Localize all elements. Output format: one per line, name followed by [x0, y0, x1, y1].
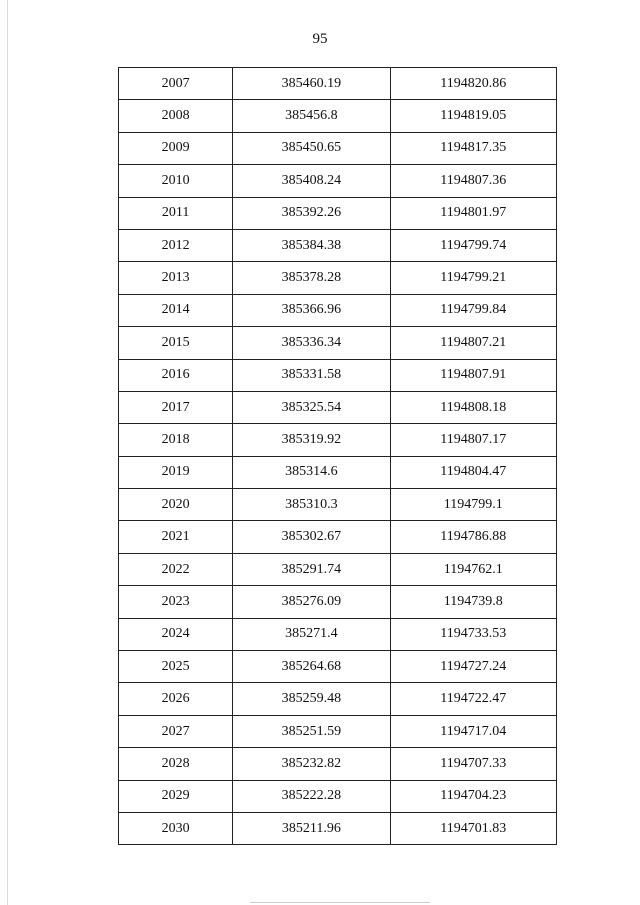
table-row: [119, 715, 557, 747]
table-row: [119, 489, 557, 521]
point-number-cell: 2023: [119, 586, 233, 618]
x-coordinate-cell: 385211.96: [233, 812, 390, 844]
y-coordinate-cell: 1194762.1: [390, 553, 556, 585]
y-coordinate-cell: 1194807.17: [390, 424, 556, 456]
y-coordinate-cell: 1194808.18: [390, 391, 556, 423]
point-number-cell: 2025: [119, 651, 233, 683]
page-number: 95: [312, 31, 328, 47]
table-row: [119, 521, 557, 553]
x-coordinate-cell: 385302.67: [233, 521, 390, 553]
table-row: [119, 100, 557, 132]
point-number-cell: 2019: [119, 456, 233, 488]
x-coordinate-cell: 385264.68: [233, 651, 390, 683]
y-coordinate-cell: 1194820.86: [390, 68, 556, 100]
point-number-cell: 2022: [119, 553, 233, 585]
y-coordinate-cell: 1194799.21: [390, 262, 556, 294]
x-coordinate-cell: 385384.38: [233, 229, 390, 261]
table-row: [119, 197, 557, 229]
y-coordinate-cell: 1194727.24: [390, 651, 556, 683]
point-number-cell: 2012: [119, 229, 233, 261]
point-number-cell: 2020: [119, 489, 233, 521]
table-row: [119, 424, 557, 456]
y-coordinate-cell: 1194717.04: [390, 715, 556, 747]
x-coordinate-cell: 385456.8: [233, 100, 390, 132]
y-coordinate-cell: 1194707.33: [390, 748, 556, 780]
y-coordinate-cell: 1194807.21: [390, 327, 556, 359]
coordinate-table: [118, 67, 557, 845]
x-coordinate-cell: 385450.65: [233, 132, 390, 164]
y-coordinate-cell: 1194704.23: [390, 780, 556, 812]
x-coordinate-cell: 385319.92: [233, 424, 390, 456]
point-number-cell: 2017: [119, 391, 233, 423]
x-coordinate-cell: 385392.26: [233, 197, 390, 229]
table-row: [119, 748, 557, 780]
point-number-cell: 2015: [119, 327, 233, 359]
y-coordinate-cell: 1194807.91: [390, 359, 556, 391]
x-coordinate-cell: 385366.96: [233, 294, 390, 326]
table-row: [119, 391, 557, 423]
y-coordinate-cell: 1194817.35: [390, 132, 556, 164]
x-coordinate-cell: 385291.74: [233, 553, 390, 585]
x-coordinate-cell: 385276.09: [233, 586, 390, 618]
x-coordinate-cell: 385314.6: [233, 456, 390, 488]
y-coordinate-cell: 1194804.47: [390, 456, 556, 488]
point-number-cell: 2029: [119, 780, 233, 812]
x-coordinate-cell: 385408.24: [233, 165, 390, 197]
y-coordinate-cell: 1194807.36: [390, 165, 556, 197]
y-coordinate-cell: 1194799.1: [390, 489, 556, 521]
point-number-cell: 2024: [119, 618, 233, 650]
x-coordinate-cell: 385310.3: [233, 489, 390, 521]
coordinate-table-body: [119, 68, 557, 845]
table-row: [119, 327, 557, 359]
point-number-cell: 2018: [119, 424, 233, 456]
y-coordinate-cell: 1194799.74: [390, 229, 556, 261]
table-row: [119, 812, 557, 844]
point-number-cell: 2016: [119, 359, 233, 391]
point-number-cell: 2014: [119, 294, 233, 326]
point-number-cell: 2027: [119, 715, 233, 747]
scan-edge-line: [250, 902, 430, 903]
table-row: [119, 132, 557, 164]
x-coordinate-cell: 385331.58: [233, 359, 390, 391]
x-coordinate-cell: 385251.59: [233, 715, 390, 747]
table-row: [119, 553, 557, 585]
point-number-cell: 2028: [119, 748, 233, 780]
table-row: [119, 165, 557, 197]
y-coordinate-cell: 1194819.05: [390, 100, 556, 132]
x-coordinate-cell: 385271.4: [233, 618, 390, 650]
point-number-cell: 2021: [119, 521, 233, 553]
table-row: [119, 68, 557, 100]
x-coordinate-cell: 385460.19: [233, 68, 390, 100]
x-coordinate-cell: 385232.82: [233, 748, 390, 780]
x-coordinate-cell: 385325.54: [233, 391, 390, 423]
point-number-cell: 2026: [119, 683, 233, 715]
y-coordinate-cell: 1194799.84: [390, 294, 556, 326]
table-row: [119, 262, 557, 294]
point-number-cell: 2011: [119, 197, 233, 229]
y-coordinate-cell: 1194739.8: [390, 586, 556, 618]
table-row: [119, 618, 557, 650]
table-row: [119, 586, 557, 618]
scan-edge-line: [7, 0, 8, 905]
table-row: [119, 229, 557, 261]
table-row: [119, 683, 557, 715]
point-number-cell: 2030: [119, 812, 233, 844]
y-coordinate-cell: 1194722.47: [390, 683, 556, 715]
point-number-cell: 2013: [119, 262, 233, 294]
table-row: [119, 359, 557, 391]
table-row: [119, 651, 557, 683]
point-number-cell: 2008: [119, 100, 233, 132]
x-coordinate-cell: 385259.48: [233, 683, 390, 715]
point-number-cell: 2007: [119, 68, 233, 100]
y-coordinate-cell: 1194801.97: [390, 197, 556, 229]
y-coordinate-cell: 1194786.88: [390, 521, 556, 553]
x-coordinate-cell: 385378.28: [233, 262, 390, 294]
point-number-cell: 2009: [119, 132, 233, 164]
point-number-cell: 2010: [119, 165, 233, 197]
table-row: [119, 780, 557, 812]
x-coordinate-cell: 385222.28: [233, 780, 390, 812]
y-coordinate-cell: 1194733.53: [390, 618, 556, 650]
x-coordinate-cell: 385336.34: [233, 327, 390, 359]
y-coordinate-cell: 1194701.83: [390, 812, 556, 844]
table-row: [119, 456, 557, 488]
table-row: [119, 294, 557, 326]
